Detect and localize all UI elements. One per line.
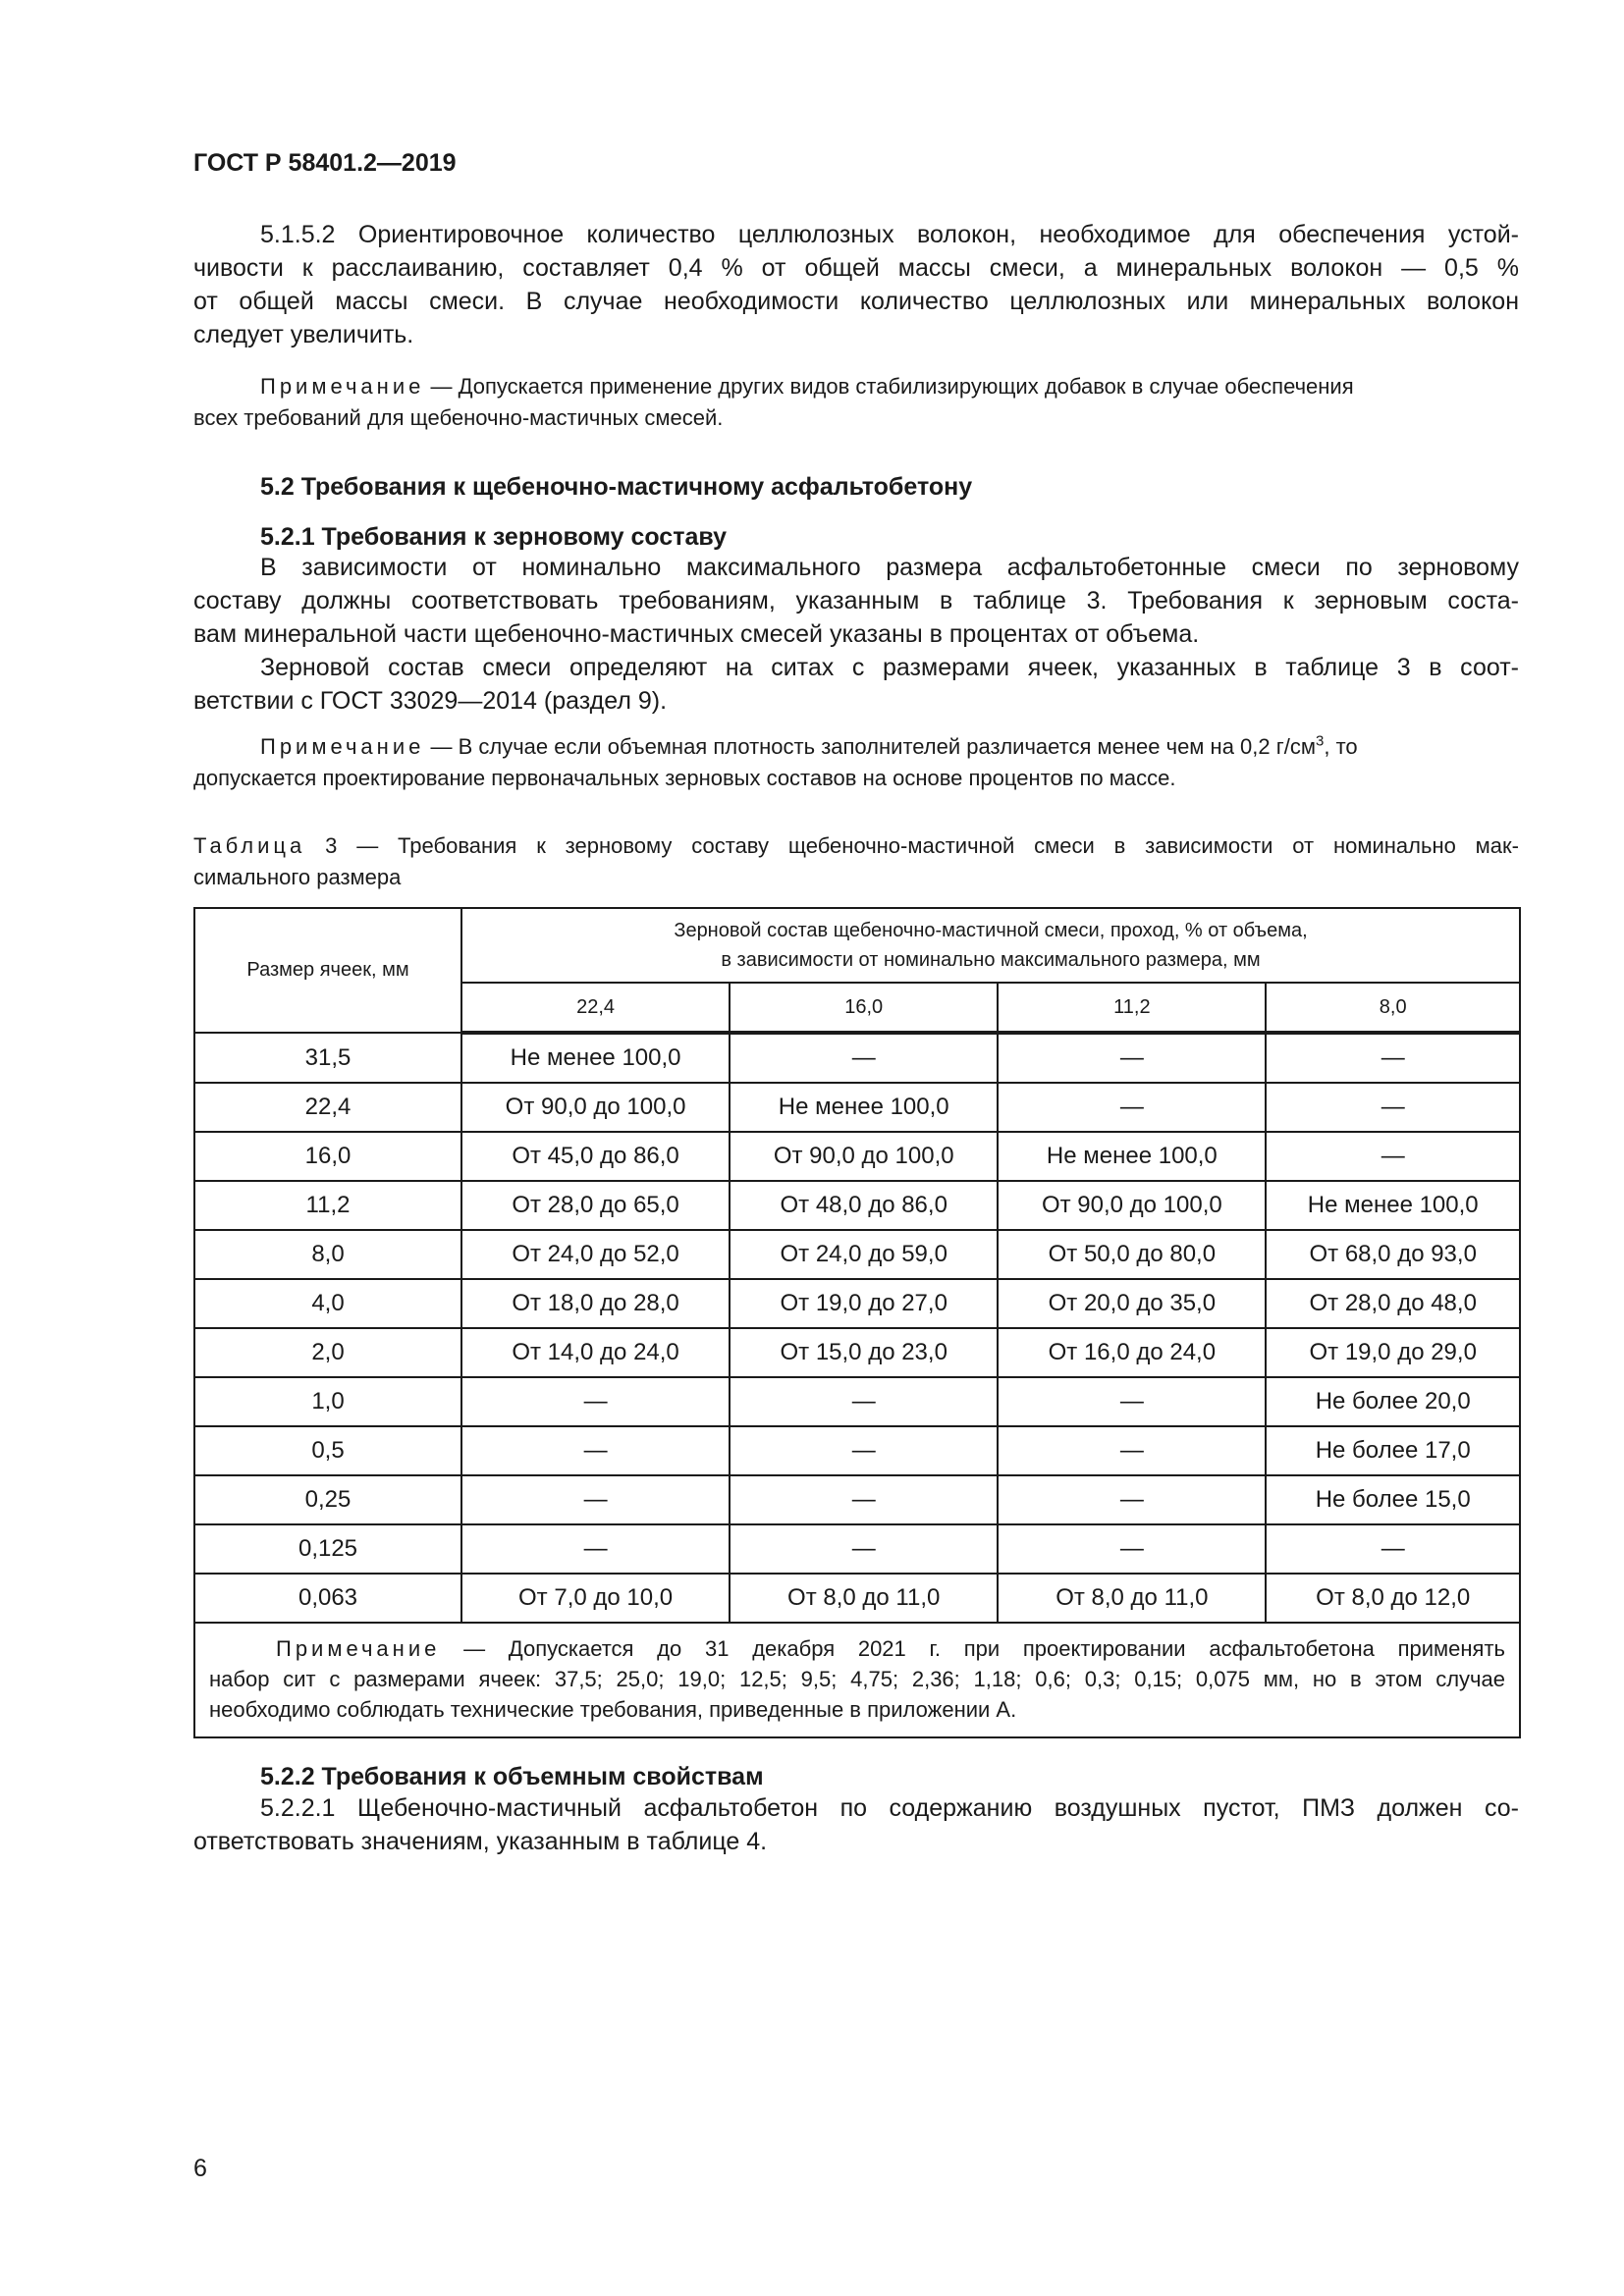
table-row — [194, 1132, 1520, 1181]
table-cell: От 68,0 до 93,0 — [1266, 1230, 1520, 1279]
note-line: всех требований для щебеночно-мастичных смесей. — [193, 405, 724, 430]
paragraph-line: 5.1.5.2 Ориентировочное количество целлюлозных волокон, необходимое для обеспечения устой- — [260, 221, 1519, 248]
table-cell: От 14,0 до 24,0 — [461, 1328, 730, 1377]
note-text: — Допускается до 31 декабря 2021 г. при проектировании асфальтобетона применять — [440, 1636, 1505, 1661]
paragraph-line: В зависимости от номинально максимального размера асфальтобетонные смеси по зерновому — [260, 554, 1519, 581]
table-row — [194, 1083, 1520, 1132]
table-cell: От 19,0 до 27,0 — [730, 1279, 998, 1328]
table-cell: Не менее 100,0 — [998, 1132, 1266, 1181]
table-cell: От 48,0 до 86,0 — [730, 1181, 998, 1230]
table-header-row — [194, 908, 1520, 983]
table-cell: От 15,0 до 23,0 — [730, 1328, 998, 1377]
group-header-line: Зерновой состав щебеночно-мастичной смеси, проход, % от объема, — [674, 920, 1308, 941]
paragraph-line: ответствовать значениям, указанным в таблице 4. — [193, 1828, 768, 1855]
table-cell: — — [998, 1377, 1266, 1426]
table-cell: От 20,0 до 35,0 — [998, 1279, 1266, 1328]
table-cell: — — [998, 1475, 1266, 1524]
table-row — [194, 1574, 1520, 1623]
table-row — [194, 1475, 1520, 1524]
note-line — [193, 371, 1519, 402]
table-note-line: набор сит с размерами ячеек: 37,5; 25,0; 19,0; 12,5; 9,5; 4,75; 2,36; 1,18; 0,6; 0,3; 0,15; 0,075 мм, но в этом случае — [209, 1667, 1505, 1691]
table-cell: — — [1266, 1524, 1520, 1574]
table-cell-sieve: 0,5 — [194, 1426, 461, 1475]
note-text-end: , то — [1324, 734, 1358, 759]
table-row — [194, 1033, 1520, 1083]
note-label: Примечание — [260, 734, 425, 759]
section-heading-5-2: 5.2 Требования к щебеночно-мастичному асфальтобетону — [260, 473, 973, 501]
table-cell: От 7,0 до 10,0 — [461, 1574, 730, 1623]
table-cell: Не менее 100,0 — [1266, 1181, 1520, 1230]
table-body — [194, 1033, 1520, 1737]
caption-line — [193, 830, 1519, 862]
table-cell: — — [1266, 1033, 1520, 1083]
paragraph-line: ветствии с ГОСТ 33029—2014 (раздел 9). — [193, 687, 668, 715]
note-text: — В случае если объемная плотность заполнителей различается менее чем на 0,2 г/см — [424, 734, 1316, 759]
table-cell: — — [730, 1426, 998, 1475]
table-cell: От 50,0 до 80,0 — [998, 1230, 1266, 1279]
caption-text: 3 — Требования к зерновому составу щебеночно-мастичной смеси в зависимости от номинально мак- — [305, 833, 1519, 858]
table-cell: От 45,0 до 86,0 — [461, 1132, 730, 1181]
table-cell-sieve: 11,2 — [194, 1181, 461, 1230]
group-header-line: в зависимости от номинально максимального размера, мм — [721, 949, 1261, 971]
table-cell: — — [730, 1475, 998, 1524]
paragraph-line: следует увеличить. — [193, 321, 414, 348]
table-cell: От 28,0 до 48,0 — [1266, 1279, 1520, 1328]
paragraph-line: от общей массы смеси. В случае необходимости количество целлюлозных или минеральных волокон — [193, 288, 1519, 315]
table-row — [194, 1181, 1520, 1230]
note-bulk-density — [193, 731, 1519, 794]
table-cell: Не более 17,0 — [1266, 1426, 1520, 1475]
paragraph-line: чивости к расслаиванию, составляет 0,4 % от общей массы смеси, а минеральных волокон — 0,5 % — [193, 254, 1519, 282]
table-cell-sieve: 2,0 — [194, 1328, 461, 1377]
table-cell-sieve: 4,0 — [194, 1279, 461, 1328]
paragraph-line: Зерновой состав смеси определяют на ситах с размерами ячеек, указанных в таблице 3 в соот- — [260, 654, 1519, 681]
table-cell-sieve: 1,0 — [194, 1377, 461, 1426]
table-row — [194, 1377, 1520, 1426]
paragraph-5-2-1-b — [193, 651, 1519, 718]
table-cell: — — [1266, 1083, 1520, 1132]
superscript: 3 — [1316, 732, 1325, 750]
table-row — [194, 1279, 1520, 1328]
note-text: — Допускается применение других видов стабилизирующих добавок в случае обеспечения — [424, 374, 1354, 399]
table-cell: — — [730, 1377, 998, 1426]
table-cell: От 28,0 до 65,0 — [461, 1181, 730, 1230]
page-number: 6 — [193, 2155, 207, 2182]
table-note-line — [209, 1633, 1505, 1664]
section-heading-5-2-2: 5.2.2 Требования к объемным свойствам — [260, 1763, 764, 1790]
table-cell-sieve: 31,5 — [194, 1033, 461, 1083]
paragraph-5-2-1-a — [193, 551, 1519, 651]
table-cell: — — [461, 1377, 730, 1426]
table-cell-sieve: 0,063 — [194, 1574, 461, 1623]
table-cell-sieve: 0,125 — [194, 1524, 461, 1574]
table-cell: От 8,0 до 11,0 — [730, 1574, 998, 1623]
column-header-size: 11,2 — [998, 983, 1266, 1033]
table-cell: От 90,0 до 100,0 — [461, 1083, 730, 1132]
section-heading-5-2-1: 5.2.1 Требования к зерновому составу — [260, 523, 728, 551]
table-note-line: необходимо соблюдать технические требования, приведенные в приложении А. — [209, 1697, 1017, 1722]
column-header-size: 16,0 — [730, 983, 998, 1033]
table-cell: Не более 15,0 — [1266, 1475, 1520, 1524]
caption-label: Таблица — [193, 833, 306, 858]
table-cell: Не менее 100,0 — [461, 1033, 730, 1083]
table-cell-sieve: 0,25 — [194, 1475, 461, 1524]
note-line — [193, 731, 1519, 763]
table-3-grading — [193, 907, 1521, 1738]
note-stabilizers — [193, 371, 1519, 434]
column-group-header — [461, 908, 1520, 983]
table-cell: — — [998, 1033, 1266, 1083]
table-cell: От 8,0 до 11,0 — [998, 1574, 1266, 1623]
table-cell: — — [461, 1524, 730, 1574]
table-note-row — [194, 1623, 1520, 1737]
document-page — [193, 0, 1519, 2296]
table-cell: — — [461, 1475, 730, 1524]
table-cell: — — [998, 1083, 1266, 1132]
table-3-caption — [193, 830, 1519, 893]
paragraph-5-1-5-2 — [193, 218, 1519, 351]
table-cell: Не менее 100,0 — [730, 1083, 998, 1132]
table-cell: От 24,0 до 52,0 — [461, 1230, 730, 1279]
table-cell: — — [998, 1426, 1266, 1475]
table-cell: — — [730, 1033, 998, 1083]
paragraph-line: составу должны соответствовать требованиям, указанным в таблице 3. Требования к зерновым соста- — [193, 587, 1519, 614]
table-cell: От 24,0 до 59,0 — [730, 1230, 998, 1279]
table-cell: — — [461, 1426, 730, 1475]
table-row — [194, 1524, 1520, 1574]
note-label: Примечание — [260, 374, 425, 399]
column-header-size: 22,4 — [461, 983, 730, 1033]
table-cell: От 90,0 до 100,0 — [998, 1181, 1266, 1230]
table-cell: — — [1266, 1132, 1520, 1181]
table-cell: От 16,0 до 24,0 — [998, 1328, 1266, 1377]
table-row — [194, 1328, 1520, 1377]
note-label: Примечание — [276, 1636, 441, 1661]
table-cell: Не более 20,0 — [1266, 1377, 1520, 1426]
table-cell-sieve: 16,0 — [194, 1132, 461, 1181]
column-header-size: 8,0 — [1266, 983, 1520, 1033]
table-cell: — — [730, 1524, 998, 1574]
table-cell-sieve: 22,4 — [194, 1083, 461, 1132]
column-header-sieve-size: Размер ячеек, мм — [194, 908, 461, 1033]
table-row — [194, 1426, 1520, 1475]
table-cell: От 90,0 до 100,0 — [730, 1132, 998, 1181]
paragraph-5-2-2-1 — [193, 1791, 1519, 1858]
document-header: ГОСТ Р 58401.2—2019 — [193, 149, 457, 177]
table-cell: От 18,0 до 28,0 — [461, 1279, 730, 1328]
table-cell-sieve: 8,0 — [194, 1230, 461, 1279]
paragraph-line: 5.2.2.1 Щебеночно-мастичный асфальтобетон по содержанию воздушных пустот, ПМЗ должен со- — [260, 1794, 1519, 1822]
table-cell: — — [998, 1524, 1266, 1574]
table-row — [194, 1230, 1520, 1279]
table-note — [194, 1623, 1520, 1737]
note-line: допускается проектирование первоначальных зерновых составов на основе процентов по массе. — [193, 766, 1176, 790]
table-cell: От 8,0 до 12,0 — [1266, 1574, 1520, 1623]
caption-line: симального размера — [193, 865, 402, 889]
paragraph-line: вам минеральной части щебеночно-мастичных смесей указаны в процентах от объема. — [193, 620, 1200, 648]
table-cell: От 19,0 до 29,0 — [1266, 1328, 1520, 1377]
